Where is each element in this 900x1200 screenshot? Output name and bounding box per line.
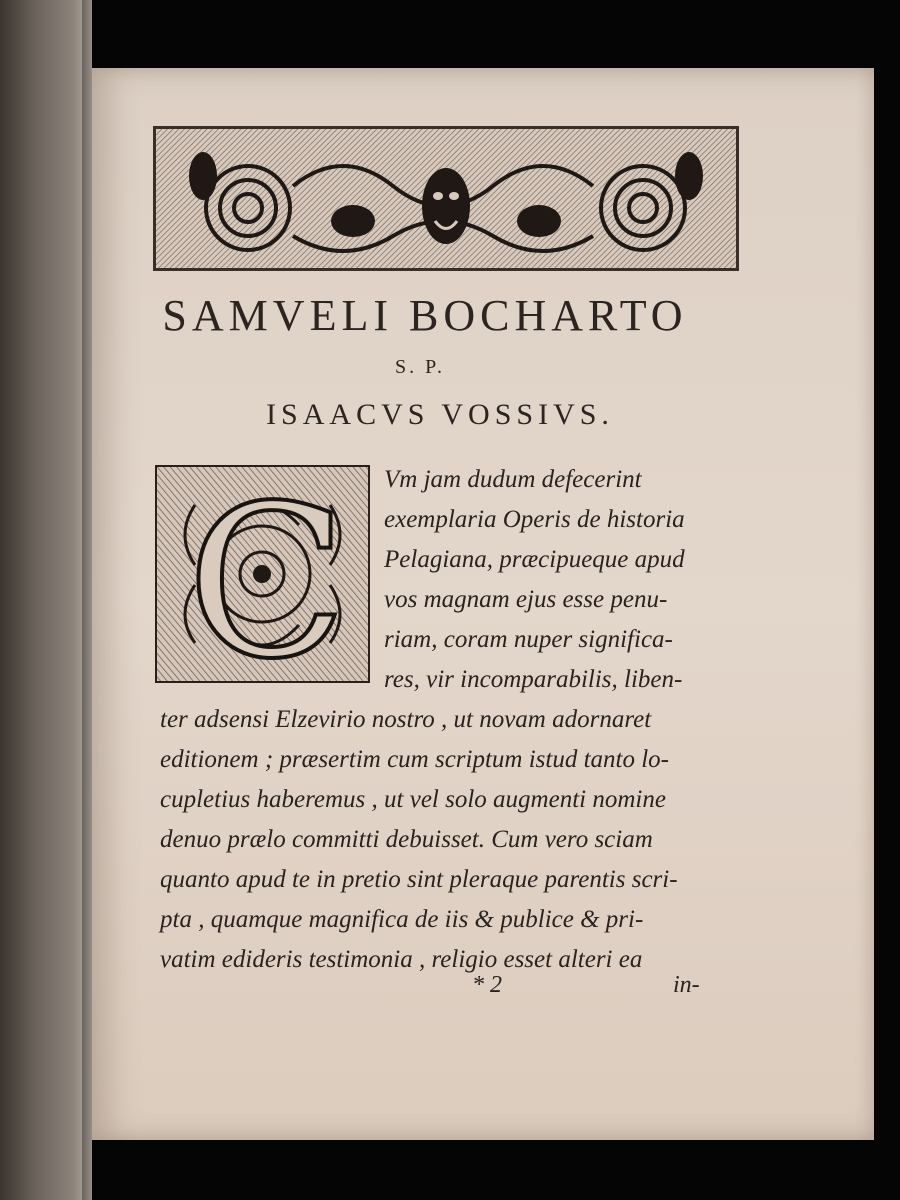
text-line: cupletius haberemus , ut vel solo augmenti nomine	[160, 786, 666, 813]
text-line: pta , quamque magnifica de iis & publice & pri-	[160, 906, 644, 933]
text-line: Vm jam dudum defecerint	[384, 466, 642, 493]
text-line: ter adsensi Elzevirio nostro , ut novam adornaret	[160, 706, 652, 733]
ornamental-headpiece-icon	[153, 126, 739, 271]
dedicatee-name: SAMVELI BOCHARTO	[162, 291, 688, 340]
text-line: denuo prælo committi debuisset. Cum vero sciam	[160, 826, 653, 853]
text-line: res, vir incomparabilis, liben-	[384, 666, 683, 693]
text-line: Pelagiana, præcipueque apud	[384, 546, 685, 573]
signature-mark: * 2	[472, 972, 502, 998]
text-line: exemplaria Operis de historia	[384, 506, 685, 533]
initial-letter: C	[186, 465, 348, 683]
decorated-initial-c-icon	[155, 465, 370, 683]
text-line: vatim edideris testimonia , religio esset alteri ea	[160, 946, 643, 973]
salutem-plurimam: S. P.	[394, 356, 446, 378]
text-line: vos magnam ejus esse penu-	[384, 586, 668, 613]
catchword: in-	[673, 972, 700, 998]
left-page-edge	[0, 0, 92, 1200]
text-line: riam, coram nuper significa-	[384, 626, 673, 653]
text-line: editionem ; præsertim cum scriptum istud tanto lo-	[160, 746, 669, 773]
author-name: ISAACVS VOSSIVS.	[266, 398, 614, 431]
text-line: quanto apud te in pretio sint pleraque parentis scri-	[160, 866, 678, 893]
